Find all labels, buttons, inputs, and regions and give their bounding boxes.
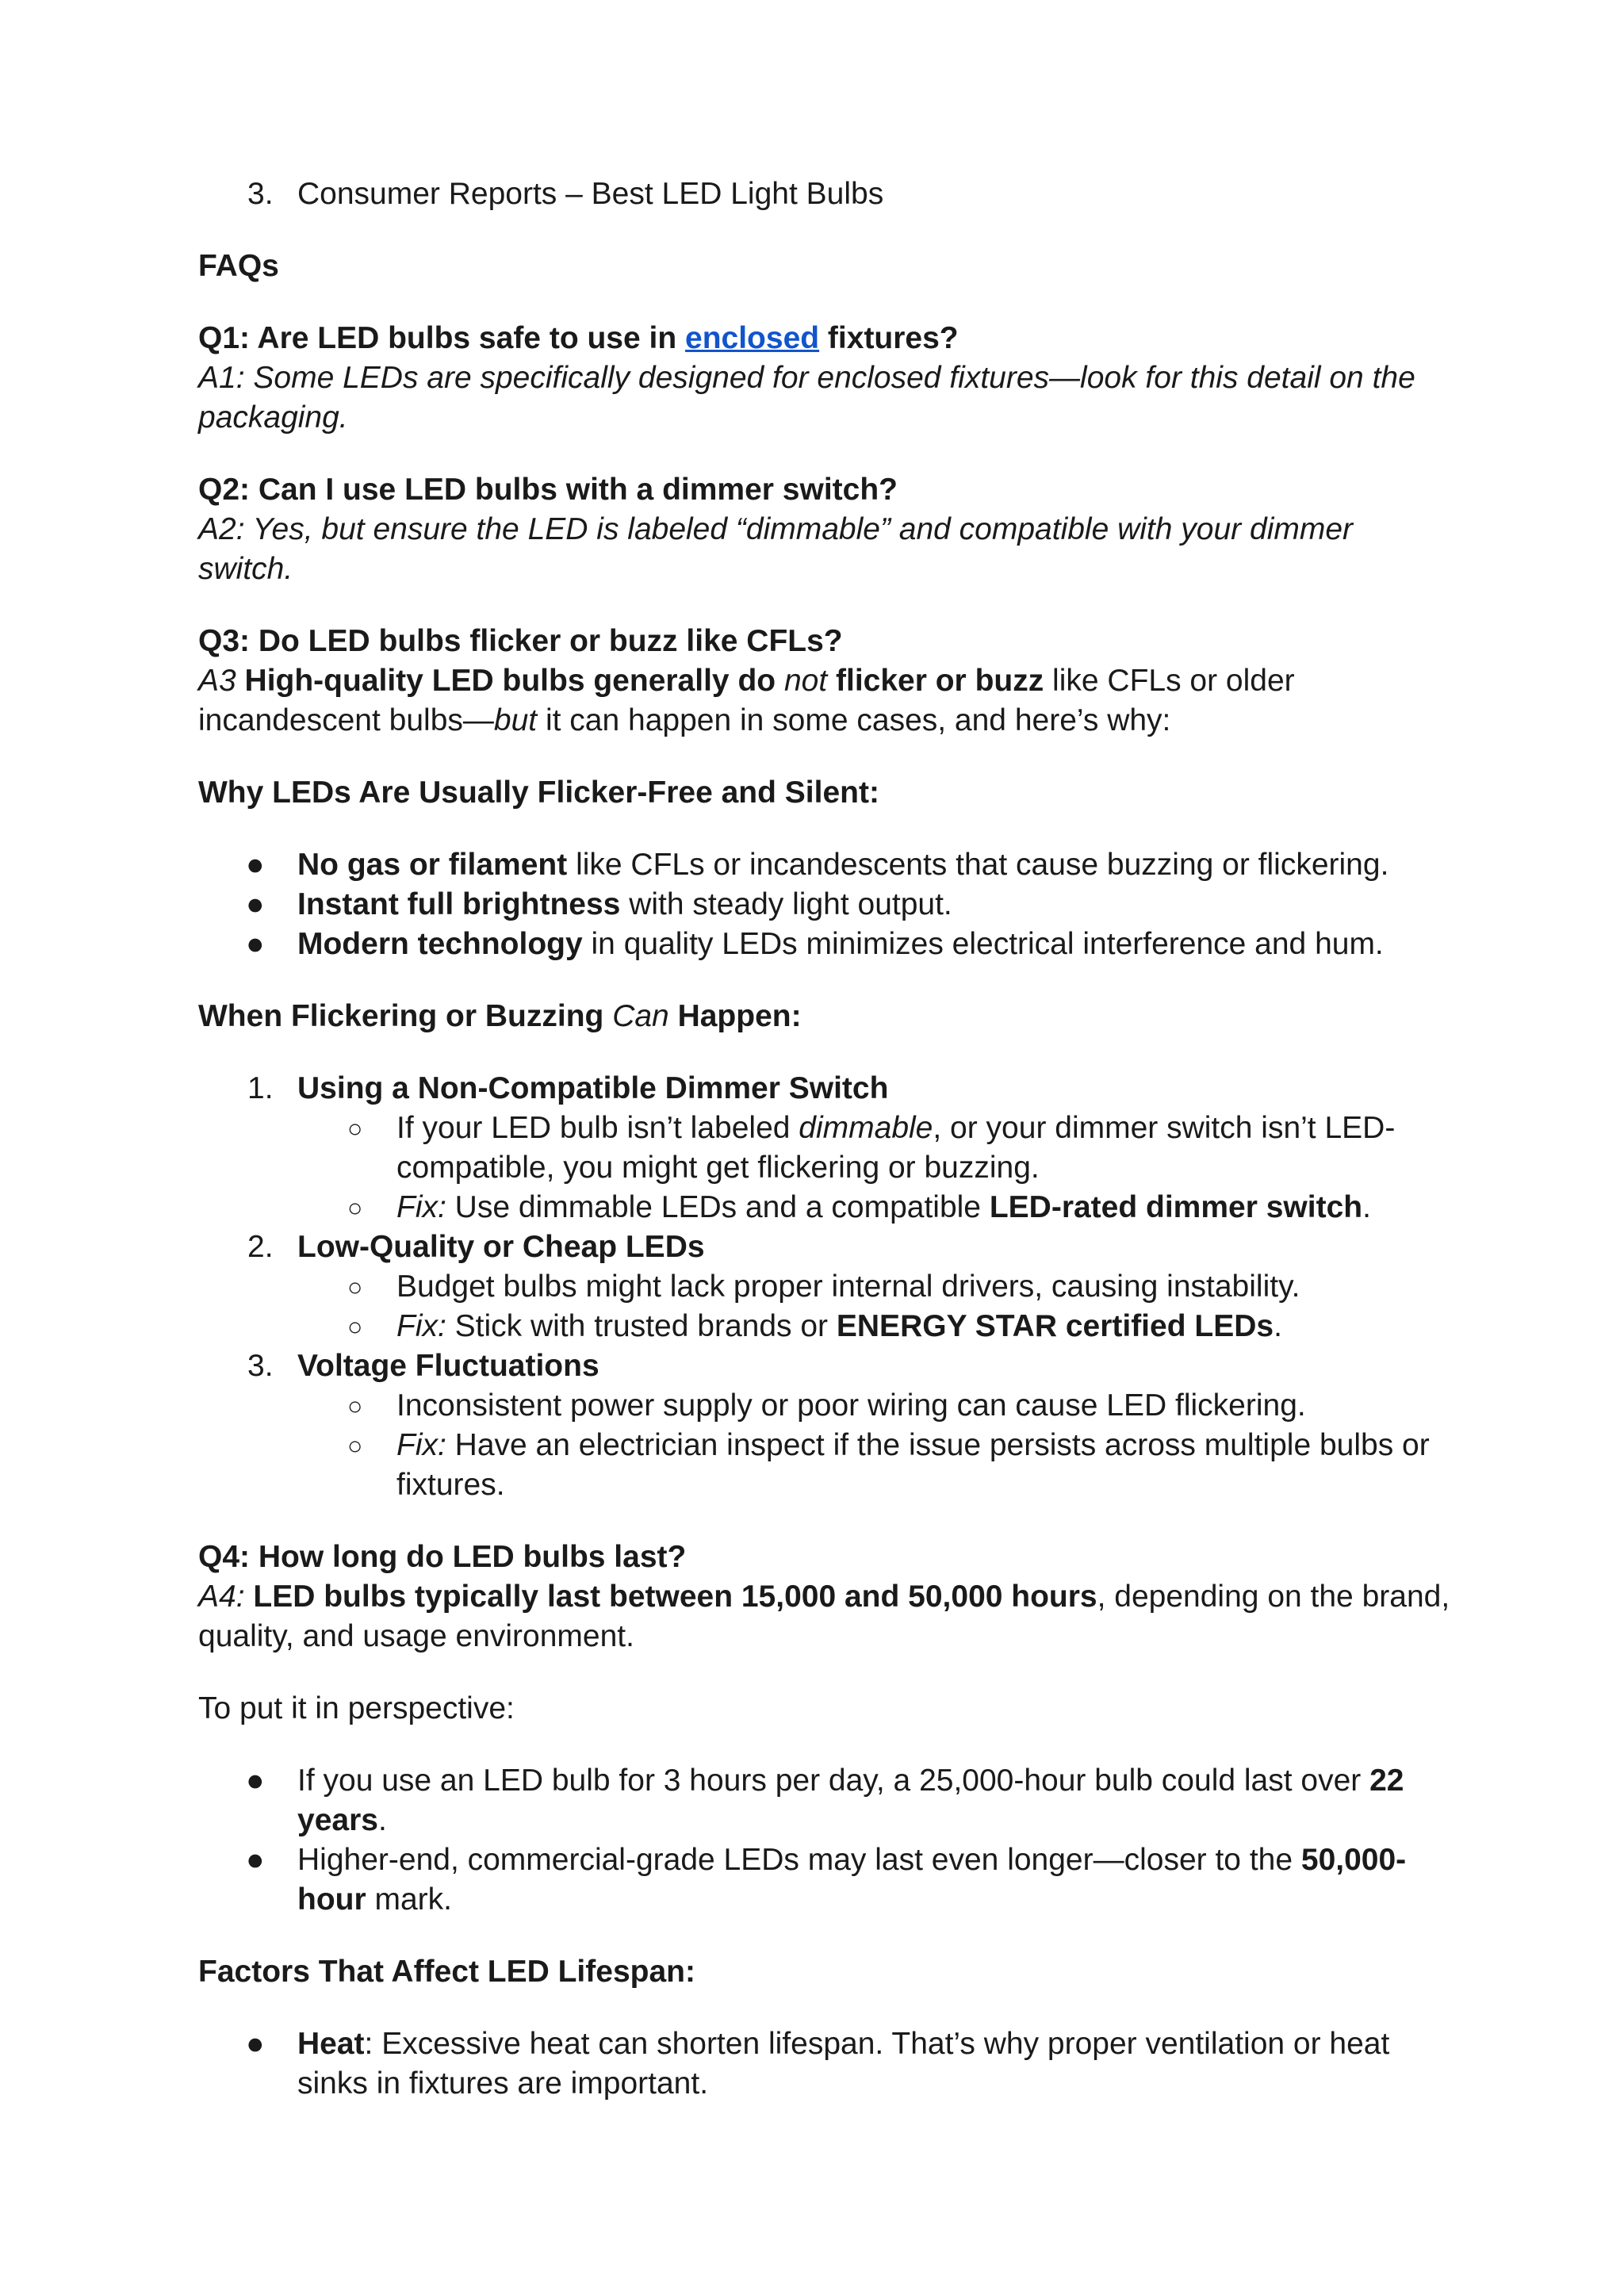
circle-bullet-icon: ○ [347, 1312, 363, 1341]
perspective-list [198, 1761, 1451, 1920]
bullet-icon: ● [246, 927, 265, 961]
circle-bullet-icon: ○ [347, 1193, 363, 1222]
why-heading: Why LEDs Are Usually Flicker-Free and Silent: [198, 776, 879, 810]
question-1: Q1: Are LED bulbs safe to use in enclosed fixtures? [198, 321, 959, 355]
question-3: Q3: Do LED bulbs flicker or buzz like CFLs? [198, 624, 843, 658]
list-item: 2. Low-Quality or Cheap LEDs [198, 1227, 1451, 1267]
factors-list [198, 2024, 1451, 2104]
circle-bullet-icon: ○ [347, 1114, 363, 1143]
bullet-icon: ● [246, 1843, 265, 1877]
question-2: Q2: Can I use LED bulbs with a dimmer switch? [198, 473, 898, 507]
list-item: ● Modern technology in quality LEDs minimizes electrical interference and hum. [198, 925, 1451, 964]
answer-1: A1: Some LEDs are specifically designed for enclosed fixtures—look for this detail on the packaging. [198, 361, 1415, 435]
why-list [198, 845, 1451, 964]
answer-4: A4: LED bulbs typically last between 15,000 and 50,000 hours, depending on the brand, quality, and usage environment. [198, 1580, 1450, 1653]
list-number: 2. [247, 1230, 274, 1264]
list-item: ● Heat: Excessive heat can shorten lifespan. That’s why proper ventilation or heat sinks in fixtures are important. [198, 2024, 1451, 2104]
circle-bullet-icon: ○ [347, 1431, 363, 1460]
list-item: ● If you use an LED bulb for 3 hours per day, a 25,000-hour bulb could last over 22 years. [198, 1761, 1451, 1840]
answer-2: A2: Yes, but ensure the LED is labeled “dimmable” and compatible with your dimmer switch. [198, 512, 1354, 586]
list-number: 3. [247, 1349, 274, 1383]
bullet-icon: ● [246, 2027, 265, 2061]
bullet-icon: ● [246, 848, 265, 882]
circle-bullet-icon: ○ [347, 1392, 363, 1420]
list-number: 3. [247, 177, 274, 211]
perspective-intro: To put it in perspective: [198, 1691, 515, 1725]
sub-list-item: ○ Fix: Stick with trusted brands or ENERGY STAR certified LEDs. [198, 1307, 1451, 1346]
factors-heading: Factors That Affect LED Lifespan: [198, 1955, 695, 1989]
sub-list-item: ○ Fix: Have an electrician inspect if the issue persists across multiple bulbs or fixtures. [198, 1426, 1451, 1505]
bullet-icon: ● [246, 1764, 265, 1798]
bullet-icon: ● [246, 887, 265, 921]
faq-q1 [198, 319, 1451, 438]
sub-list-item: ○ Inconsistent power supply or poor wiring can cause LED flickering. [198, 1386, 1451, 1426]
faq-q2 [198, 470, 1451, 589]
faq-q3 [198, 622, 1451, 741]
document-page [198, 174, 1451, 2104]
reference-item: 3. Consumer Reports – Best LED Light Bulbs [198, 174, 1451, 214]
list-item: ● No gas or filament like CFLs or incandescents that cause buzzing or flickering. [198, 845, 1451, 885]
sub-list-item: ○ Budget bulbs might lack proper internal drivers, causing instability. [198, 1267, 1451, 1307]
answer-3: A3 High-quality LED bulbs generally do not flicker or buzz like CFLs or older incandescent bulbs—but it can happen in some cases, and here’s why: [198, 664, 1295, 737]
faqs-heading: FAQs [198, 249, 279, 283]
when-list [198, 1069, 1451, 1505]
list-item: ● Instant full brightness with steady light output. [198, 885, 1451, 925]
list-item: ● Higher-end, commercial-grade LEDs may last even longer—closer to the 50,000-hour mark. [198, 1840, 1451, 1920]
question-4: Q4: How long do LED bulbs last? [198, 1540, 687, 1574]
list-item: 3. Voltage Fluctuations [198, 1346, 1451, 1386]
when-heading: When Flickering or Buzzing Can Happen: [198, 999, 802, 1033]
list-item: 1. Using a Non-Compatible Dimmer Switch [198, 1069, 1451, 1109]
faq-q4 [198, 1538, 1451, 1656]
enclosed-link[interactable]: enclosed [685, 321, 820, 355]
circle-bullet-icon: ○ [347, 1273, 363, 1301]
sub-list-item: ○ Fix: Use dimmable LEDs and a compatible LED-rated dimmer switch. [198, 1188, 1451, 1227]
list-number: 1. [247, 1071, 274, 1105]
sub-list-item: ○ If your LED bulb isn’t labeled dimmable, or your dimmer switch isn’t LED-compatible, you might get flickering or buzzing. [198, 1109, 1451, 1188]
